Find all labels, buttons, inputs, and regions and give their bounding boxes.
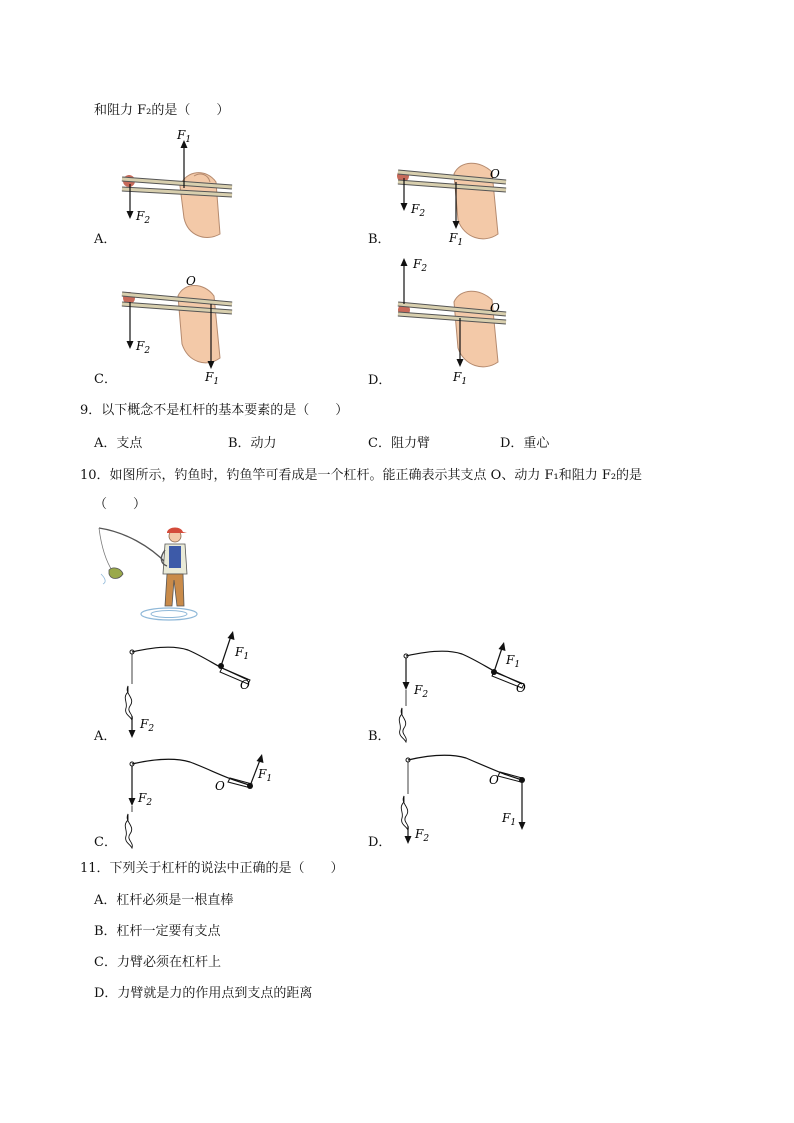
- svg-text:F1: [204, 370, 219, 384]
- q8-figure-a: [116, 126, 236, 244]
- f2-sub: 2: [421, 264, 428, 274]
- q10-paren: （ ）: [94, 497, 147, 512]
- f1-sub: 1: [514, 660, 521, 670]
- f2-sub: 2: [419, 209, 426, 219]
- q9-choice-c: C．阻力臂: [368, 436, 430, 451]
- f2-label: F: [138, 791, 147, 805]
- f2-sub: 2: [144, 216, 151, 226]
- svg-text:F1: [452, 370, 467, 386]
- f2-label: F: [140, 717, 149, 731]
- q8-figure-c: [116, 272, 236, 384]
- q10-option-a-label: A．: [94, 729, 117, 744]
- q11-choice-d: D．力臂就是力的作用点到支点的距离: [94, 986, 313, 1001]
- q9-choice-d: D．重心: [500, 436, 550, 451]
- svg-text:F2: [139, 717, 154, 734]
- f1-sub: 1: [266, 774, 273, 784]
- f1-label: F: [177, 128, 186, 142]
- svg-text:F2: [135, 339, 150, 356]
- f2-sub: 2: [144, 346, 151, 356]
- f1-sub: 1: [185, 135, 192, 145]
- pivot-o-label: O: [490, 167, 500, 181]
- pivot-o-label: O: [240, 678, 250, 692]
- q8-option-b-label: B．: [368, 232, 391, 247]
- q11-choice-b: B．杠杆一定要有支点: [94, 924, 221, 939]
- f1-sub: 1: [213, 377, 220, 384]
- fisherman-illustration: [95, 522, 205, 622]
- svg-text:F1: [234, 645, 249, 662]
- svg-text:F1: [448, 231, 463, 248]
- f1-sub: 1: [510, 818, 517, 828]
- q10-figure-c: [118, 750, 278, 850]
- q10-figure-b: [394, 630, 534, 746]
- f2-label: F: [415, 827, 424, 841]
- pivot-o-label: O: [516, 681, 526, 695]
- f2-label: F: [414, 683, 423, 697]
- f1-label: F: [205, 370, 214, 384]
- q8-figure-b: [394, 158, 514, 250]
- svg-text:F2: [413, 683, 428, 700]
- q11-choice-a: A．杠杆必须是一根直棒: [94, 893, 234, 908]
- f1-sub: 1: [243, 652, 250, 662]
- svg-text:F1: [257, 767, 272, 784]
- q10-option-b-label: B．: [368, 729, 391, 744]
- f1-label: F: [258, 767, 267, 781]
- q10-figure-d: [394, 746, 534, 850]
- svg-text:F2: [137, 791, 152, 808]
- f2-label: F: [136, 209, 145, 223]
- pivot-o-label: O: [215, 779, 225, 793]
- f2-sub: 2: [422, 690, 429, 700]
- f1-sub: 1: [457, 238, 464, 248]
- f2-label: F: [136, 339, 145, 353]
- q9-choice-a: A．支点: [94, 436, 143, 451]
- q11-choice-c: C．力臂必须在杠杆上: [94, 955, 221, 970]
- q8-option-c-label: C．: [94, 372, 117, 387]
- f2-label: F: [413, 257, 422, 271]
- q9-choice-b: B．动力: [228, 436, 277, 451]
- q11-stem: 11．下列关于杠杆的说法中正确的是（ ）: [80, 861, 344, 876]
- q10-stem: 10．如图所示，钓鱼时，钓鱼竿可看成是一个杠杆。能正确表示其支点 O、动力 F₁和阻力 F₂的是: [80, 468, 643, 483]
- f1-label: F: [235, 645, 244, 659]
- f1-label: F: [502, 811, 511, 825]
- f1-label: F: [453, 370, 462, 384]
- q9-stem: 9．以下概念不是杠杆的基本要素的是（ ）: [80, 403, 349, 418]
- svg-text:F2: [135, 209, 150, 226]
- q10-option-d-label: D．: [368, 835, 392, 850]
- q10-option-c-label: C．: [94, 835, 117, 850]
- f2-sub: 2: [148, 724, 155, 734]
- svg-text:F2: [414, 827, 429, 844]
- f2-sub: 2: [146, 798, 153, 808]
- svg-text:F2: [412, 257, 427, 274]
- q8-stem-tail: 和阻力 F₂的是（ ）: [94, 103, 230, 118]
- q8-option-d-label: D．: [368, 373, 392, 388]
- f2-label: F: [411, 202, 420, 216]
- q8-figure-d: [394, 254, 514, 386]
- q8-option-a-label: A．: [94, 232, 117, 247]
- svg-text:F1: [505, 653, 520, 670]
- f1-label: F: [506, 653, 515, 667]
- q10-figure-a: [118, 628, 258, 744]
- f1-label: F: [449, 231, 458, 245]
- pivot-o-label: O: [489, 773, 499, 787]
- f1-sub: 1: [461, 377, 468, 386]
- pivot-o-label: O: [490, 301, 500, 315]
- svg-text:F2: [410, 202, 425, 219]
- f2-sub: 2: [423, 834, 430, 844]
- svg-text:F1: [501, 811, 516, 828]
- pivot-o-label: O: [186, 274, 196, 288]
